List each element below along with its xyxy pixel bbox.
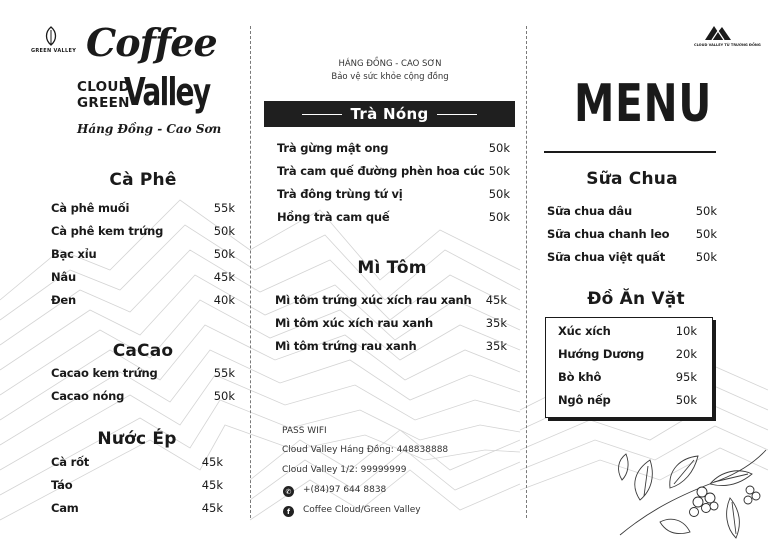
header-location: HÁNG ĐỒNG - CAO SƠN [338, 59, 442, 69]
phone-number: +(84)97 644 8838 [303, 485, 387, 495]
list-item: Cacao kem trứng 55k [51, 366, 235, 380]
brand-coffee-word: Coffee [86, 20, 217, 65]
wifi-line: Cloud Valley 1/2: 99999999 [282, 465, 407, 475]
list-item: Trà cam quế đường phèn hoa cúc 50k [277, 164, 510, 178]
list-item: Đen 40k [51, 293, 235, 307]
list-item: Mì tôm trứng rau xanh 35k [275, 339, 507, 353]
mountain-logo-icon [704, 23, 732, 41]
section-title-tra-nong: Trà Nóng [350, 105, 429, 123]
section-title-ca-phe: Cà Phê [109, 170, 177, 190]
brand-leaf-label: GREEN VALLEY [31, 48, 77, 54]
list-item: Nâu 45k [51, 270, 235, 284]
section-title-mi-tom: Mì Tôm [357, 258, 427, 278]
list-item: Mì tôm trứng xúc xích rau xanh 45k [275, 293, 507, 307]
list-item: Sữa chua dâu 50k [547, 204, 717, 218]
wifi-line: Cloud Valley Háng Đồng: 448838888 [282, 445, 449, 455]
list-item: Cam 45k [51, 501, 223, 515]
list-item: Mì tôm xúc xích rau xanh 35k [275, 316, 507, 330]
list-item: Hướng Dương 20k [558, 347, 697, 361]
section-title-bar-tra-nong [264, 101, 515, 127]
brand-valley-word: Valley [124, 70, 210, 114]
header-tagline: Bảo vệ sức khỏe cộng đồng [331, 72, 449, 82]
list-item: Cà rốt 45k [51, 455, 223, 469]
wifi-label: PASS WIFI [282, 426, 327, 436]
column-divider-right [526, 26, 527, 518]
list-item: Sữa chua việt quất 50k [547, 250, 717, 264]
facebook-icon: f [283, 506, 294, 517]
menu-title-rule [544, 151, 716, 153]
list-item: Hồng trà cam quế 50k [277, 210, 510, 224]
leaf-logo-icon [41, 26, 61, 46]
list-item: Cà phê kem trứng 50k [51, 224, 235, 238]
list-item: Trà đông trùng tứ vị 50k [277, 187, 510, 201]
section-title-nuoc-ep: Nước Ép [97, 429, 177, 449]
right-logo-label: CLOUD VALLEY TỪ TRƯỜNG ĐỒNG [694, 43, 761, 47]
phone-icon: ✆ [283, 486, 294, 497]
list-item: Cà phê muối 55k [51, 201, 235, 215]
brand-location: Háng Đồng - Cao Sơn [77, 122, 222, 136]
section-title-do-an-vat: Đồ Ăn Vặt [587, 289, 685, 309]
facebook-name: Coffee Cloud/Green Valley [303, 505, 421, 515]
list-item: Trà gừng mật ong 50k [277, 141, 510, 155]
section-title-sua-chua: Sữa Chua [586, 169, 678, 189]
menu-title: MENU [574, 74, 713, 134]
column-divider-left [250, 26, 251, 518]
list-item: Xúc xích 10k [558, 324, 697, 338]
list-item: Cacao nóng 50k [51, 389, 235, 403]
section-title-cacao: CaCao [112, 341, 174, 361]
list-item: Bạc xỉu 50k [51, 247, 235, 261]
list-item: Sữa chua chanh leo 50k [547, 227, 717, 241]
list-item: Táo 45k [51, 478, 223, 492]
brand-cloud-word: CLOUD [77, 79, 131, 95]
coffee-branch-illustration [610, 440, 768, 543]
list-item: Ngô nếp 50k [558, 393, 697, 407]
list-item: Bò khô 95k [558, 370, 697, 384]
brand-green-word: GREEN [77, 95, 130, 111]
